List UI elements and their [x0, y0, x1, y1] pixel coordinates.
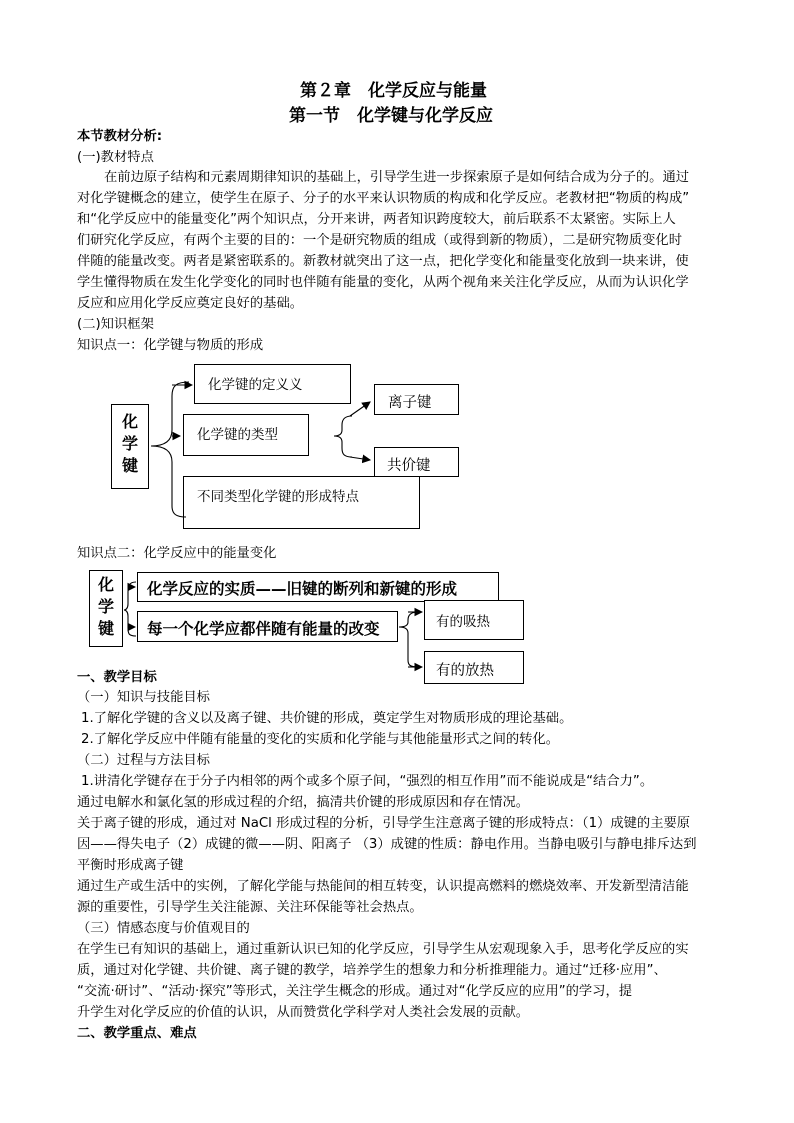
- diagram2-release-label: 有的放热: [436, 663, 494, 679]
- analysis-line: 们研究化学反应，有两个主要的目的：一个是研究物质的组成（或得到新的物质），二是研究物质变化时: [77, 233, 683, 248]
- knowledge-point-1: 知识点一：化学键与物质的形成: [77, 338, 264, 353]
- process-goal-3-line: 平衡时形成离子键: [77, 858, 184, 873]
- process-goal-heading: （二）过程与方法目标: [77, 753, 210, 768]
- diagram1-brace: [151, 382, 189, 517]
- diagram1-small-brace: [334, 416, 352, 457]
- process-goal-1: 1.讲清化学键存在于分子内相邻的两个或多个原子间，“强烈的相互作用”而不能说成是“结合力”。: [81, 774, 654, 789]
- chapter-title: 第２章 化学反应与能量: [300, 81, 487, 101]
- emotion-goal-line: 在学生已有知识的基础上，通过重新认识已知的化学反应，引导学生从宏观现象入手，思考化学反应的实: [77, 942, 689, 957]
- diagram1-arrow-ionic: [350, 402, 370, 416]
- subheading-framework: (二)知识框架: [77, 317, 154, 332]
- diagram2-right-brace: [399, 612, 418, 667]
- analysis-line: 对化学键概念的建立，使学生在原子、分子的水平来认识物质的构成和化学反应。老教材把“物质的构成”: [77, 191, 690, 206]
- diagram1-types-label: 化学键的类型: [197, 427, 278, 443]
- section-title: 第一节 化学键与化学反应: [289, 106, 493, 126]
- analysis-line: 和“化学反应中的能量变化”两个知识点，分开来讲，两者知识跨度较大，前后联系不太紧密。实际上人: [77, 212, 676, 227]
- analysis-line: 反应和应用化学反应奠定良好的基础。: [77, 296, 304, 311]
- emotion-goal-line: 质，通过对化学键、共价键、离子键的教学，培养学生的想象力和分析推理能力。通过“迁移·应用”、: [77, 963, 667, 978]
- knowledge-goal-heading: （一）知识与技能目标: [77, 690, 210, 705]
- diagram1-definition-label: 化学键的定义义: [208, 377, 303, 393]
- knowledge-goal-1: 1.了解化学键的含义以及离子键、共价键的形成，奠定学生对物质形成的理论基础。: [81, 711, 573, 726]
- analysis-line: 学生懂得物质在发生化学变化的同时也伴随有能量的变化，从两个视角来关注化学反应，从而为认识化学: [77, 275, 689, 290]
- diagram2-root-label: 化学键: [97, 575, 114, 638]
- process-goal-3-line: 关于离子键的形成，通过对 NaCl 形成过程的分析，引导学生注意离子键的形成特点：（1）成键的主要原: [77, 816, 691, 831]
- process-goal-3-line: 因——得失电子（2）成键的微——阴、阳离子 （3）成键的性质：静电作用。当静电吸引与静电排斥达到: [77, 837, 697, 852]
- diagram2-energy-label: 每一个化学应都伴随有能量的改变: [147, 620, 380, 638]
- process-goal-2: 通过电解水和氯化氢的形成过程的介绍，搞清共价键的形成原因和存在情况。: [77, 795, 530, 810]
- diagram2-absorb-label: 有的吸热: [436, 614, 490, 630]
- process-goal-4-line: 通过生产或生活中的实例，了解化学能与热能间的相互转变，认识提高燃料的燃烧效率、开发新型清洁能: [77, 879, 689, 894]
- diagram1-root-label: 化学键: [121, 412, 138, 475]
- diagram1-arrow-covalent: [350, 457, 370, 460]
- diagram2-essence-label: 化学反应的实质——旧键的断列和新键的形成: [147, 580, 458, 598]
- knowledge-goal-2: 2.了解化学反应中伴随有能量的变化的实质和化学能与其他能量形式之间的转化。: [81, 732, 560, 747]
- emotion-goal-line: 升学生对化学反应的价值的认识，从而赞赏化学科学对人类社会发展的贡献。: [77, 1005, 530, 1020]
- goals-heading: 一、教学目标: [77, 670, 157, 685]
- diagram2-brace: [124, 582, 136, 636]
- emotion-goal-line: “交流·研讨”、“活动·探究”等形式，关注学生概念的形成。通过对“化学反应的应用”的学习，提: [77, 984, 633, 999]
- analysis-heading: 本节教材分析:: [77, 129, 163, 144]
- emotion-goal-heading: （三）情感态度与价值观目的: [77, 921, 250, 936]
- analysis-line: 伴随的能量改变。两者是紧密联系的。新教材就突出了这一点，把化学变化和能量变化放到一块来讲，使: [77, 254, 689, 269]
- analysis-line: 在前边原子结构和元素周期律知识的基础上，引导学生进一步探索原子是如何结合成为分子的。通过: [104, 170, 690, 185]
- process-goal-4-line: 源的重要性，引导学生关注能源、关注环保能等社会热点。: [77, 900, 423, 915]
- diagram1-ionic-label: 离子键: [388, 395, 432, 411]
- knowledge-point-2: 知识点二：化学反应中的能量变化: [77, 546, 277, 561]
- diagram1-covalent-label: 共价键: [387, 458, 431, 474]
- focus-heading: 二、教学重点、难点: [77, 1026, 197, 1041]
- diagram1-formation-label: 不同类型化学键的形成特点: [197, 489, 359, 505]
- subheading-features: (一)教材特点: [77, 150, 154, 165]
